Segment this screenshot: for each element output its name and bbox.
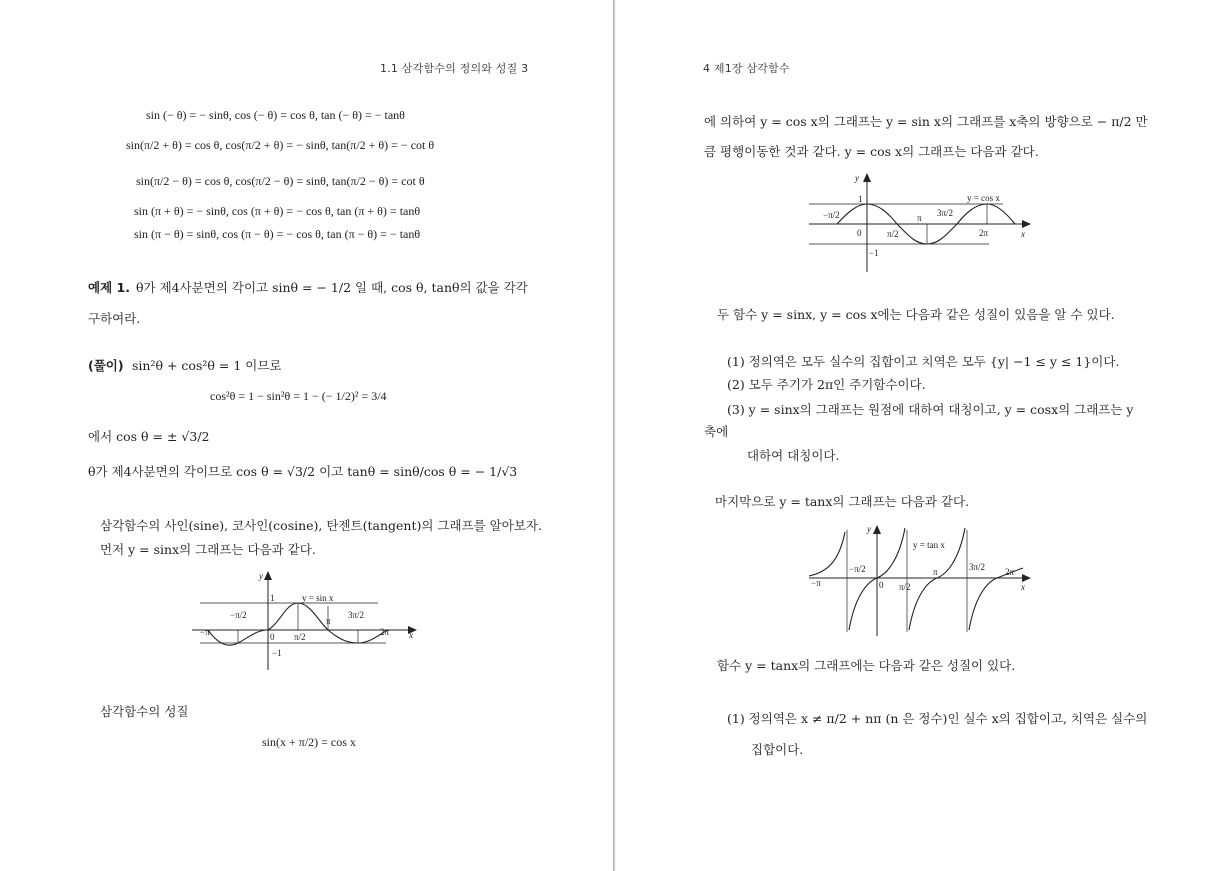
tick-label: −π/2 — [849, 564, 866, 574]
property-item: (2) 모두 주기가 2π인 주기함수이다. — [727, 377, 926, 392]
paragraph: 두 함수 y = sinx, y = cos x에는 다음과 같은 성질이 있음을 알 수 있다. — [717, 307, 1115, 322]
x-axis-label: x — [1021, 229, 1025, 239]
right-page — [617, 0, 1230, 871]
intro-text: 먼저 y = sinx의 그래프는 다음과 같다. — [100, 542, 316, 557]
example-label: 예제 1. — [88, 280, 130, 295]
solution-equation: cos²θ = 1 − sin²θ = 1 − (− 1/2)² = 3/4 — [210, 389, 387, 403]
paragraph: 에 의하여 y = cos x의 그래프는 y = sin x의 그래프를 x축의 방향으로 − π/2 만 — [704, 114, 1148, 129]
y-axis-arrow — [873, 525, 881, 534]
cosine-graph — [807, 168, 1037, 274]
running-head: 1.1 삼각함수의 정의와 성질 3 — [380, 62, 529, 75]
left-page — [0, 0, 614, 871]
tick-label: −π/2 — [230, 610, 247, 620]
curve-label: y = cos x — [967, 193, 1000, 203]
curve-label: y = sin x — [302, 593, 334, 603]
solution-line: θ가 제4사분면의 각이므로 cos θ = √3/2 이고 tanθ = sinθ/cos θ = − 1/√3 — [88, 464, 518, 479]
property-item-cont: 축에 — [704, 424, 729, 439]
y-axis-label: y — [867, 524, 871, 534]
tick-label: −π — [200, 627, 210, 637]
tick-label: 1 — [858, 194, 863, 204]
tick-label: 3π/2 — [937, 208, 954, 218]
paragraph: 큼 평행이동한 것과 같다. y = cos x의 그래프는 다음과 같다. — [704, 144, 1039, 159]
y-axis-arrow — [264, 571, 272, 580]
tick-label: 0 — [857, 228, 862, 238]
property-item: (1) 정의역은 모두 실수의 집합이고 치역은 모두 {y| −1 ≤ y ≤ 1}이다. — [727, 354, 1120, 369]
identity-line: sin(π/2 − θ) = cos θ, cos(π/2 − θ) = sinθ, tan(π/2 − θ) = cot θ — [136, 174, 425, 188]
tick-label: π/2 — [887, 229, 899, 239]
tick-label: 3π/2 — [348, 610, 365, 620]
tick-label: π — [933, 567, 938, 577]
tangent-branch — [809, 532, 845, 576]
tick-label: −π — [811, 578, 821, 588]
running-head: 4 제1장 삼각함수 — [703, 62, 790, 75]
intro-text: 삼각함수의 사인(sine), 코사인(cosine), 탄젠트(tangent)의 그래프를 알아보자. — [100, 518, 542, 533]
x-axis-label: x — [1021, 582, 1025, 592]
x-axis-arrow — [1022, 574, 1031, 582]
tick-label: π/2 — [294, 632, 306, 642]
x-axis-label: x — [409, 630, 413, 640]
tick-label: −1 — [272, 648, 282, 658]
sine-graph — [190, 568, 420, 672]
tick-label: 0 — [270, 632, 275, 642]
y-axis-label: y — [855, 173, 859, 183]
y-axis-arrow — [863, 173, 871, 182]
solution-label: (풀이) — [88, 358, 124, 373]
tick-label: π/2 — [899, 582, 911, 592]
property-item-cont: 집합이다. — [751, 742, 804, 757]
tangent-branch — [969, 568, 1023, 630]
solution-line: 에서 cos θ = ± √3/2 — [88, 429, 210, 444]
tick-label: −1 — [869, 248, 879, 258]
tick-label: 3π/2 — [969, 562, 986, 572]
tick-label: 1 — [270, 593, 275, 603]
solution-line: sin²θ + cos²θ = 1 이므로 — [132, 358, 282, 373]
property-item-cont: 대하여 대칭이다. — [747, 448, 840, 463]
tick-label: 0 — [879, 580, 884, 590]
page-gutter — [613, 0, 616, 871]
tick-label: −π/2 — [823, 210, 840, 220]
example-text: θ가 제4사분면의 각이고 sinθ = − 1/2 일 때, cos θ, tanθ의 값을 각각 — [136, 280, 528, 295]
tick-label: 2π — [1005, 567, 1015, 577]
identity-line: sin(π/2 + θ) = cos θ, cos(π/2 + θ) = − sinθ, tan(π/2 + θ) = − cot θ — [126, 138, 435, 152]
tick-label: π — [917, 213, 922, 223]
paragraph: 마지막으로 y = tanx의 그래프는 다음과 같다. — [715, 494, 970, 509]
paragraph: 함수 y = tanx의 그래프에는 다음과 같은 성질이 있다. — [717, 658, 1016, 673]
x-axis-arrow — [1022, 220, 1031, 228]
identity-line: sin (π − θ) = sinθ, cos (π − θ) = − cos θ, tan (π − θ) = − tanθ — [134, 227, 421, 241]
tick-label: 2π — [380, 627, 390, 637]
example-text-cont: 구하여라. — [88, 311, 141, 326]
tangent-graph — [807, 520, 1037, 638]
property-item: (3) y = sinx의 그래프는 원점에 대하여 대칭이고, y = cosx의 그래프는 y — [727, 402, 1134, 417]
tick-label: 2π — [979, 228, 989, 238]
section-heading: 삼각함수의 성질 — [100, 704, 189, 719]
curve-label: y = tan x — [913, 540, 945, 550]
tick-label: π — [326, 616, 331, 626]
y-axis-label: y — [259, 571, 263, 581]
property-item: (1) 정의역은 x ≠ π/2 + nπ (n 은 정수)인 실수 x의 집합이고, 치역은 실수의 — [727, 711, 1148, 726]
property-equation: sin(x + π/2) = cos x — [262, 735, 356, 749]
identity-line: sin (− θ) = − sinθ, cos (− θ) = cos θ, tan (− θ) = − tanθ — [146, 108, 405, 122]
identity-line: sin (π + θ) = − sinθ, cos (π + θ) = − cos θ, tan (π + θ) = tanθ — [134, 204, 421, 218]
